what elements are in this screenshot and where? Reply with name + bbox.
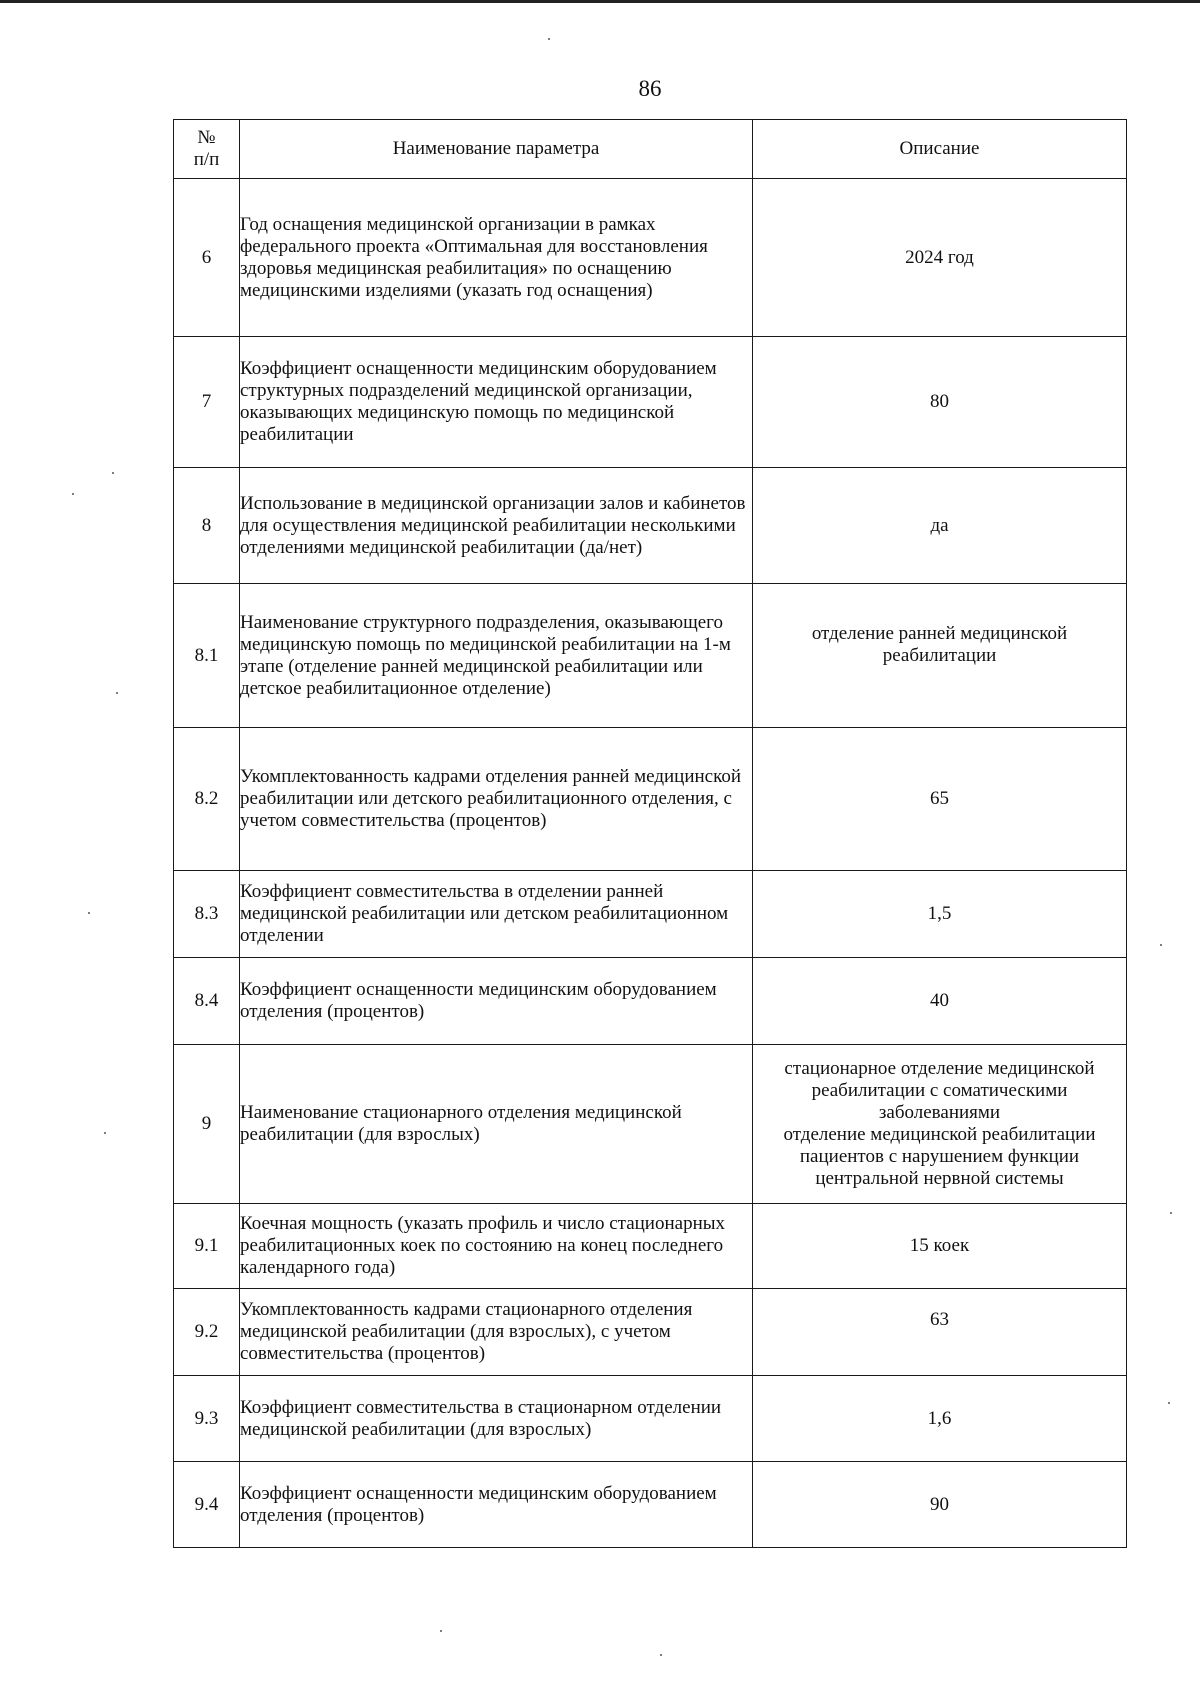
row-number: 8.4	[174, 958, 240, 1045]
parameter-value: да	[753, 468, 1127, 584]
table-row	[174, 179, 1127, 337]
scan-speck	[88, 912, 90, 914]
header-number: № п/п	[174, 120, 240, 179]
row-number: 9.2	[174, 1289, 240, 1376]
parameter-value: 1,6	[753, 1376, 1127, 1462]
scan-speck	[1160, 944, 1162, 946]
parameter-value: отделение ранней медицинской реабилитации	[753, 584, 1127, 728]
scan-speck	[440, 1630, 442, 1632]
table-row	[174, 1204, 1127, 1289]
scan-speck	[660, 1654, 662, 1656]
parameter-value-line: отделение медицинской реабилитации пациентов с нарушением функции центральной нервной системы	[783, 1124, 1096, 1189]
parameter-value: 80	[753, 337, 1127, 468]
parameters-table	[173, 119, 1127, 1548]
row-number: 8	[174, 468, 240, 584]
parameter-value: 63	[753, 1289, 1127, 1376]
parameter-name: Коэффициент совместительства в стационарном отделении медицинской реабилитации (для взрослых)	[240, 1376, 753, 1462]
table-row	[174, 871, 1127, 958]
row-number: 9.4	[174, 1462, 240, 1548]
parameter-value-line: стационарное отделение медицинской реабилитации с соматическими заболеваниями	[784, 1058, 1095, 1123]
table-row	[174, 468, 1127, 584]
table-row	[174, 584, 1127, 728]
header-description: Описание	[753, 120, 1127, 179]
parameter-value: 1,5	[753, 871, 1127, 958]
parameter-value: 65	[753, 728, 1127, 871]
parameter-value: 40	[753, 958, 1127, 1045]
parameter-name: Коечная мощность (указать профиль и число стационарных реабилитационных коек по состоянию на конец последнего календарного года)	[240, 1204, 753, 1289]
table-row	[174, 1289, 1127, 1376]
row-number: 9.1	[174, 1204, 240, 1289]
row-number: 9	[174, 1045, 240, 1204]
table-row	[174, 958, 1127, 1045]
row-number: 8.2	[174, 728, 240, 871]
table-header-row	[174, 120, 1127, 179]
table-row	[174, 337, 1127, 468]
parameter-value: 2024 год	[753, 179, 1127, 337]
parameter-name: Укомплектованность кадрами стационарного отделения медицинской реабилитации (для взрослых), с учетом совместительства (процентов)	[240, 1289, 753, 1376]
scan-speck	[548, 38, 550, 40]
table-row	[174, 1462, 1127, 1548]
parameter-name: Год оснащения медицинской организации в рамках федерального проекта «Оптимальная для восстановления здоровья медицинская реабилитация» по оснащению медицинскими изделиями (указать год оснащения)	[240, 179, 753, 337]
table-row	[174, 1045, 1127, 1204]
page-number: 86	[638, 76, 662, 101]
header-parameter-name: Наименование параметра	[240, 120, 753, 179]
row-number: 7	[174, 337, 240, 468]
scan-speck	[112, 472, 114, 474]
scan-speck	[72, 493, 74, 495]
parameter-name: Коэффициент оснащенности медицинским оборудованием отделения (процентов)	[240, 958, 753, 1045]
scan-speck	[104, 1132, 106, 1134]
parameter-value: 90	[753, 1462, 1127, 1548]
scan-speck	[1168, 1402, 1170, 1404]
row-number: 8.3	[174, 871, 240, 958]
row-number: 8.1	[174, 584, 240, 728]
scan-top-edge-line	[0, 0, 1200, 3]
parameter-value: 15 коек	[753, 1204, 1127, 1289]
parameter-name: Коэффициент оснащенности медицинским оборудованием отделения (процентов)	[240, 1462, 753, 1548]
scan-speck	[1170, 1212, 1172, 1214]
parameter-value	[753, 1045, 1127, 1204]
scan-speck	[116, 692, 118, 694]
row-number: 9.3	[174, 1376, 240, 1462]
parameter-name: Укомплектованность кадрами отделения ранней медицинской реабилитации или детского реабилитационного отделения, с учетом совместительства (процентов)	[240, 728, 753, 871]
parameter-name: Использование в медицинской организации залов и кабинетов для осуществления медицинской реабилитации несколькими отделениями медицинской реабилитации (да/нет)	[240, 468, 753, 584]
row-number: 6	[174, 179, 240, 337]
table-row	[174, 728, 1127, 871]
table-row	[174, 1376, 1127, 1462]
parameter-name: Коэффициент совместительства в отделении ранней медицинской реабилитации или детском реабилитационном отделении	[240, 871, 753, 958]
parameter-name: Наименование структурного подразделения, оказывающего медицинскую помощь по медицинской реабилитации на 1-м этапе (отделение ранней медицинской реабилитации или детское реабилитационное отделение)	[240, 584, 753, 728]
parameter-name: Наименование стационарного отделения медицинской реабилитации (для взрослых)	[240, 1045, 753, 1204]
parameter-name: Коэффициент оснащенности медицинским оборудованием структурных подразделений медицинской организации, оказывающих медицинскую помощь по медицинской реабилитации	[240, 337, 753, 468]
